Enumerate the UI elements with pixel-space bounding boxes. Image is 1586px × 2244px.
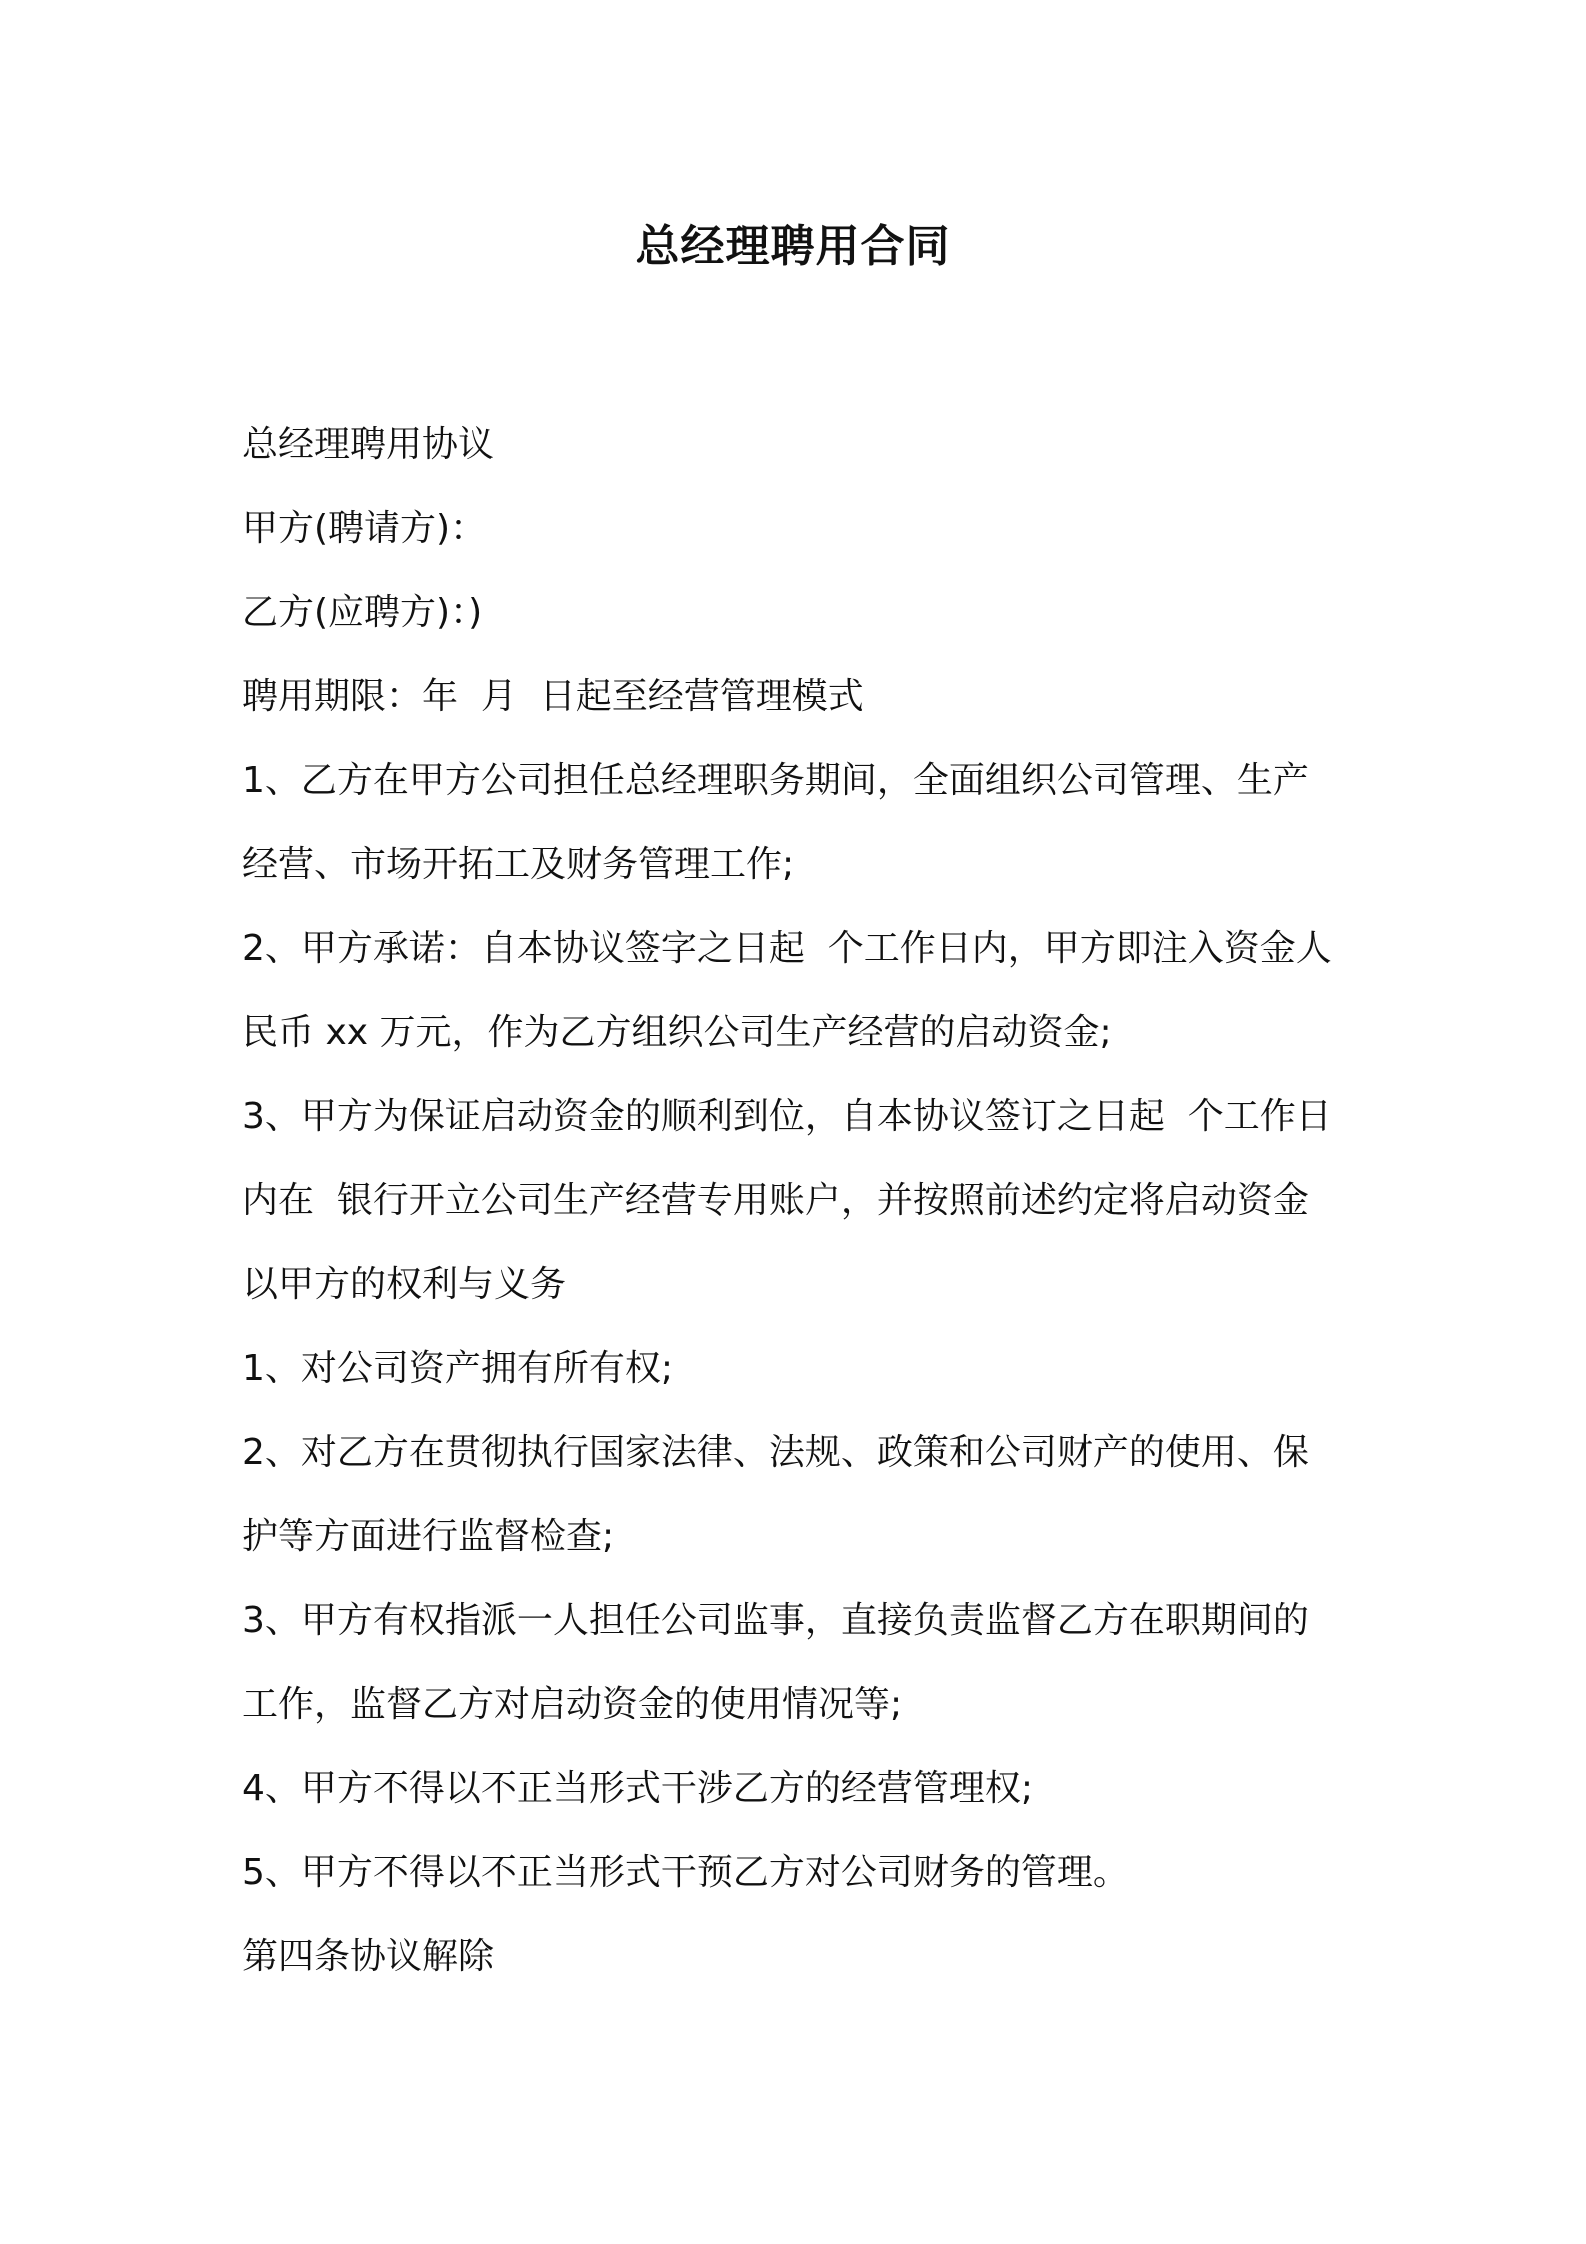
document-body — [242, 403, 1362, 1999]
paragraph-line: 2、甲方承诺：自本协议签字之日起 个工作日内，甲方即注入资金人 — [242, 928, 1332, 969]
paragraph-line: 民币 xx 万元，作为乙方组织公司生产经营的启动资金; — [242, 1012, 1112, 1053]
list-item: 5、甲方不得以不正当形式干预乙方对公司财务的管理。 — [242, 1852, 1129, 1893]
paragraph-line: 经营、市场开拓工及财务管理工作; — [242, 844, 795, 885]
paragraph-line: 内在 银行开立公司生产经营专用账户，并按照前述约定将启动资金 — [242, 1180, 1309, 1221]
list-item: 3、甲方有权指派一人担任公司监事，直接负责监督乙方在职期间的 — [242, 1600, 1309, 1641]
list-item: 2、对乙方在贯彻执行国家法律、法规、政策和公司财产的使用、保 — [242, 1432, 1309, 1473]
party-b-line: 乙方(应聘方)：) — [242, 592, 483, 633]
agreement-heading: 总经理聘用协议 — [242, 424, 495, 465]
section-heading: 第四条协议解除 — [242, 1936, 495, 1977]
list-item: 1、对公司资产拥有所有权; — [242, 1348, 674, 1389]
list-item: 护等方面进行监督检查; — [242, 1516, 615, 1557]
party-a-line: 甲方(聘请方)： — [242, 508, 487, 549]
paragraph-line: 3、甲方为保证启动资金的顺利到位，自本协议签订之日起 个工作日 — [242, 1096, 1332, 1137]
paragraph-line: 1、乙方在甲方公司担任总经理职务期间，全面组织公司管理、生产 — [242, 760, 1309, 801]
list-item: 工作，监督乙方对启动资金的使用情况等; — [242, 1684, 903, 1725]
list-item: 4、甲方不得以不正当形式干涉乙方的经营管理权; — [242, 1768, 1034, 1809]
term-line: 聘用期限：年 月 日起至经营管理模式 — [242, 676, 864, 717]
document-title: 总经理聘用合同 — [635, 221, 951, 272]
section-line: 以甲方的权利与义务 — [242, 1264, 567, 1305]
